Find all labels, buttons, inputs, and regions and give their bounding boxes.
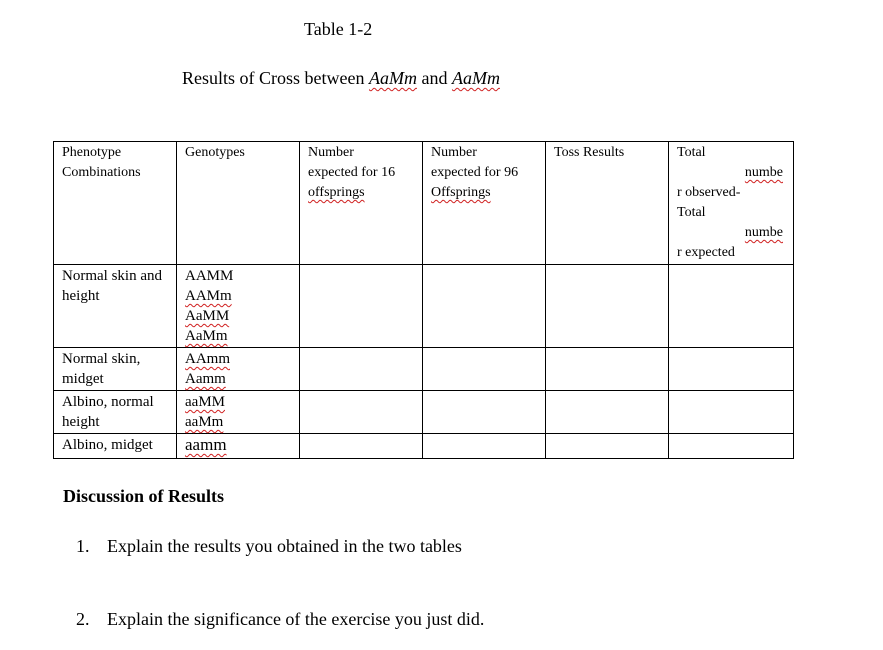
table-row xyxy=(54,391,794,434)
genotype-cell: AAMM AAMm AaMM AaMm xyxy=(177,265,300,348)
toss-results-cell[interactable] xyxy=(546,434,669,459)
toss-results-cell[interactable] xyxy=(546,348,669,391)
phenotype-cell: Albino, normal height xyxy=(54,391,177,434)
genotype-cell: aamm xyxy=(177,434,300,459)
header-genotypes: Genotypes xyxy=(177,142,300,265)
total-cell[interactable] xyxy=(669,434,794,459)
toss-results-cell[interactable] xyxy=(546,391,669,434)
toss-results-cell[interactable] xyxy=(546,265,669,348)
table-row xyxy=(54,434,794,459)
table-label: Table 1-2 xyxy=(304,19,373,39)
expected-16-cell[interactable] xyxy=(300,265,423,348)
caption-parent2: AaMm xyxy=(451,68,500,88)
caption-prefix: Results of Cross between xyxy=(182,68,369,88)
question-number: 2. xyxy=(76,609,90,629)
total-cell[interactable] xyxy=(669,348,794,391)
total-cell[interactable] xyxy=(669,265,794,348)
genotype-cell: AAmm Aamm xyxy=(177,348,300,391)
expected-96-cell[interactable] xyxy=(423,265,546,348)
question-text: Explain the significance of the exercise you just did. xyxy=(107,609,485,629)
question-item xyxy=(76,536,462,557)
results-table xyxy=(53,141,794,459)
header-expected-16: Number expected for 16 offsprings xyxy=(300,142,423,265)
header-toss-results: Toss Results xyxy=(546,142,669,265)
expected-16-cell[interactable] xyxy=(300,434,423,459)
phenotype-cell: Albino, midget xyxy=(54,434,177,459)
genotype-cell: aaMM aaMm xyxy=(177,391,300,434)
header-expected-96: Number expected for 96 Offsprings xyxy=(423,142,546,265)
question-text: Explain the results you obtained in the two tables xyxy=(107,536,462,556)
discussion-heading: Discussion of Results xyxy=(63,486,225,506)
header-row xyxy=(54,142,794,265)
phenotype-cell: Normal skin, midget xyxy=(54,348,177,391)
total-cell[interactable] xyxy=(669,391,794,434)
header-total: Total numbe r observed- Total numbe r expected xyxy=(669,142,794,265)
expected-16-cell[interactable] xyxy=(300,391,423,434)
table-row xyxy=(54,348,794,391)
phenotype-cell: Normal skin and height xyxy=(54,265,177,348)
caption-joiner: and xyxy=(416,68,452,88)
header-phenotype: Phenotype Combinations xyxy=(54,142,177,265)
table-row xyxy=(54,265,794,348)
expected-16-cell[interactable] xyxy=(300,348,423,391)
question-item xyxy=(76,609,484,630)
expected-96-cell[interactable] xyxy=(423,348,546,391)
expected-96-cell[interactable] xyxy=(423,391,546,434)
table-caption xyxy=(182,68,500,89)
expected-96-cell[interactable] xyxy=(423,434,546,459)
question-number: 1. xyxy=(76,536,90,556)
caption-parent1: AaMm xyxy=(368,68,417,88)
